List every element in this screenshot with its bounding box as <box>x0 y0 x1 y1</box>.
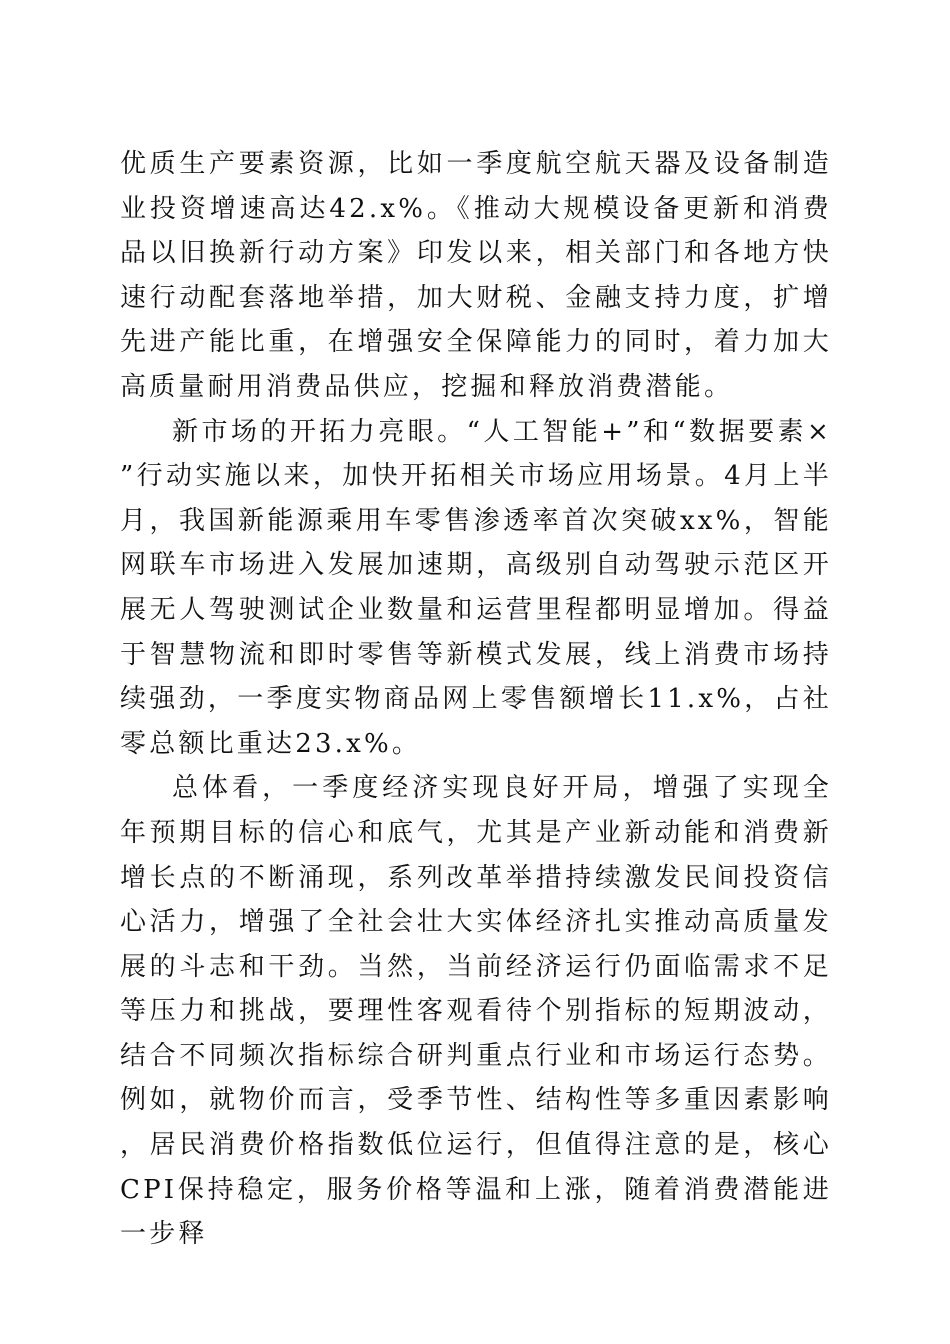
document-body <box>120 142 832 1257</box>
paragraph-continuation: 优质生产要素资源，比如一季度航空航天器及设备制造业投资增速高达42.x%。《推动大规模设备更新和消费品以旧换新行动方案》印发以来，相关部门和各地方快速行动配套落地举措，加大财税、金融支持力度，扩增先进产能比重，在增强安全保障能力的同时，着力加大高质量耐用消费品供应，挖掘和释放消费潜能。 <box>120 149 832 402</box>
paragraph-new-market: 新市场的开拓力亮眼。“人工智能+”和“数据要素×”行动实施以来，加快开拓相关市场应用场景。4月上半月，我国新能源乘用车零售渗透率首次突破xx%，智能网联车市场进入发展加速期，高级别自动驾驶示范区开展无人驾驶测试企业数量和运营里程都明显增加。得益于智慧物流和即时零售等新模式发展，线上消费市场持续强劲，一季度实物商品网上零售额增长11.x%，占社零总额比重达23.x%。 <box>120 416 832 759</box>
paragraph-overall-view: 总体看，一季度经济实现良好开局，增强了实现全年预期目标的信心和底气，尤其是产业新动能和消费新增长点的不断涌现，系列改革举措持续激发民间投资信心活力，增强了全社会壮大实体经济扎实推动高质量发展的斗志和干劲。当然，当前经济运行仍面临需求不足等压力和挑战，要理性客观看待个别指标的短期波动，结合不同频次指标综合研判重点行业和市场运行态势。例如，就物价而言，受季节性、结构性等多重因素影响，居民消费价格指数低位运行，但值得注意的是，核心CPI保持稳定，服务价格等温和上涨，随着消费潜能进一步释 <box>120 773 832 1250</box>
